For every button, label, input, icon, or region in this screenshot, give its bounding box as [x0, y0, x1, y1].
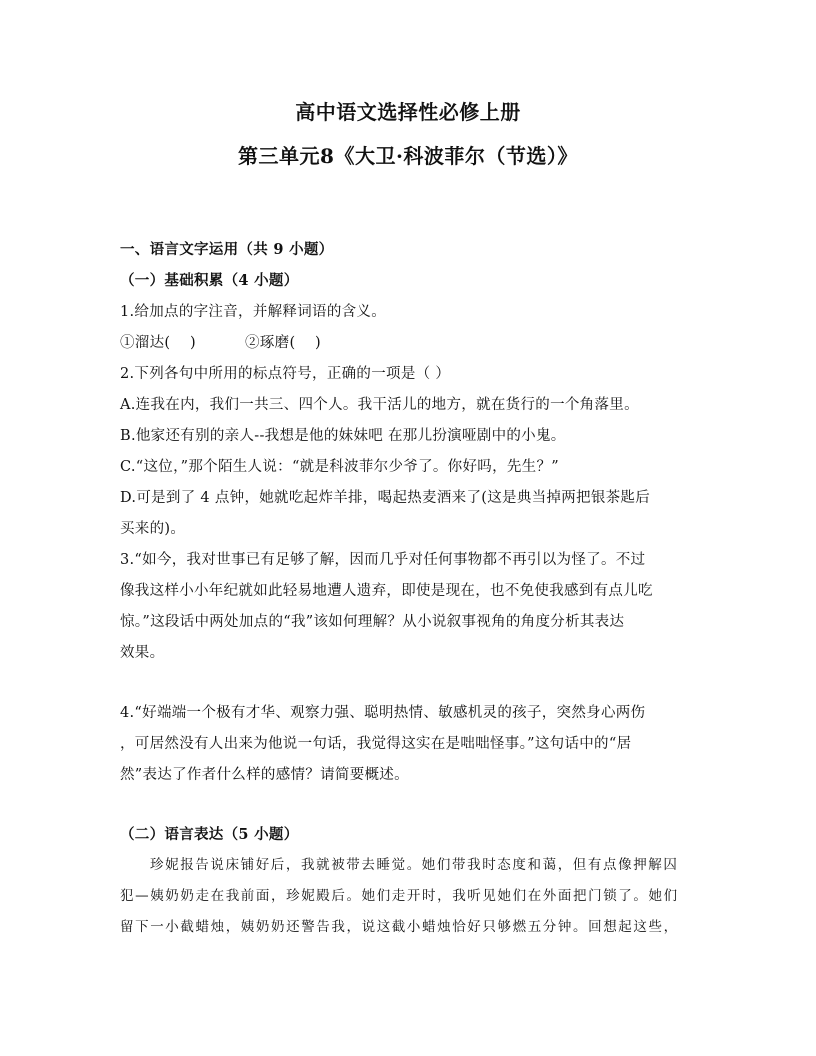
question-2-option-d-line1: D.可是到了 4 点钟，她就吃起炸羊排，喝起热麦酒来了(这是典当掉两把银茶匙后 — [120, 490, 651, 506]
question-3-line4: 效果。 — [120, 645, 165, 661]
document-subtitle: 第三单元8《大卫·科波菲尔（节选）》 — [238, 144, 578, 168]
question-4-line3: 然”表达了作者什么样的感情？请简要概述。 — [120, 767, 409, 783]
question-2-option-a: A.连我在内，我们一共三、四个人。我干活儿的地方，就在货行的一个角落里。 — [120, 397, 639, 413]
section-heading: 一、语言文字运用（共 9 小题） — [120, 241, 334, 258]
question-1-stem: 1.给加点的字注音，并解释词语的含义。 — [120, 304, 387, 320]
question-1-items: ①溜达( ) ②琢磨( ) — [120, 335, 321, 351]
document-title: 高中语文选择性必修上册 — [295, 100, 521, 124]
passage-line1: 珍妮报告说床铺好后，我就被带去睡觉。她们带我时态度和蔼，但有点像押解囚 — [150, 857, 679, 873]
question-3-line2: 像我这样小小年纪就如此轻易地遭人遗弃，即使是现在，也不免使我感到有点儿吃 — [120, 583, 653, 599]
question-2-option-d-line2: 买来的)。 — [120, 521, 186, 537]
question-2-option-c: C.“这位，”那个陌生人说：“就是科波菲尔少爷了。你好吗，先生？” — [120, 459, 559, 475]
subsection-heading-basic: （一）基础积累（4 小题） — [120, 272, 299, 289]
question-3-line3: 惊。”这段话中两处加点的“我”该如何理解？从小说叙事视角的角度分析其表达 — [120, 614, 625, 630]
question-2-stem: 2.下列各句中所用的标点符号，正确的一项是（ ） — [120, 366, 451, 382]
question-2-option-b: B.他家还有别的亲人--我想是他的妹妹吧 在那儿扮演哑剧中的小鬼。 — [120, 428, 566, 444]
question-3-line1: 3.“如今，我对世事已有足够了解，因而几乎对任何事物都不再引以为怪了。不过 — [120, 552, 646, 568]
passage-line2: 犯—姨奶奶走在我前面，珍妮殿后。她们走开时，我听见她们在外面把门锁了。她们 — [120, 888, 679, 904]
subsection-heading-expression: （二）语言表达（5 小题） — [120, 826, 299, 843]
question-4-line1: 4.“好端端一个极有才华、观察力强、聪明热情、敏感机灵的孩子，突然身心两伤 — [120, 705, 646, 721]
question-4-line2: ，可居然没有人出来为他说一句话，我觉得这实在是咄咄怪事。”这句话中的“居 — [120, 736, 632, 752]
passage-line3: 留下一小截蜡烛，姨奶奶还警告我，说这截小蜡烛恰好只够燃五分钟。回想起这些， — [120, 919, 679, 935]
